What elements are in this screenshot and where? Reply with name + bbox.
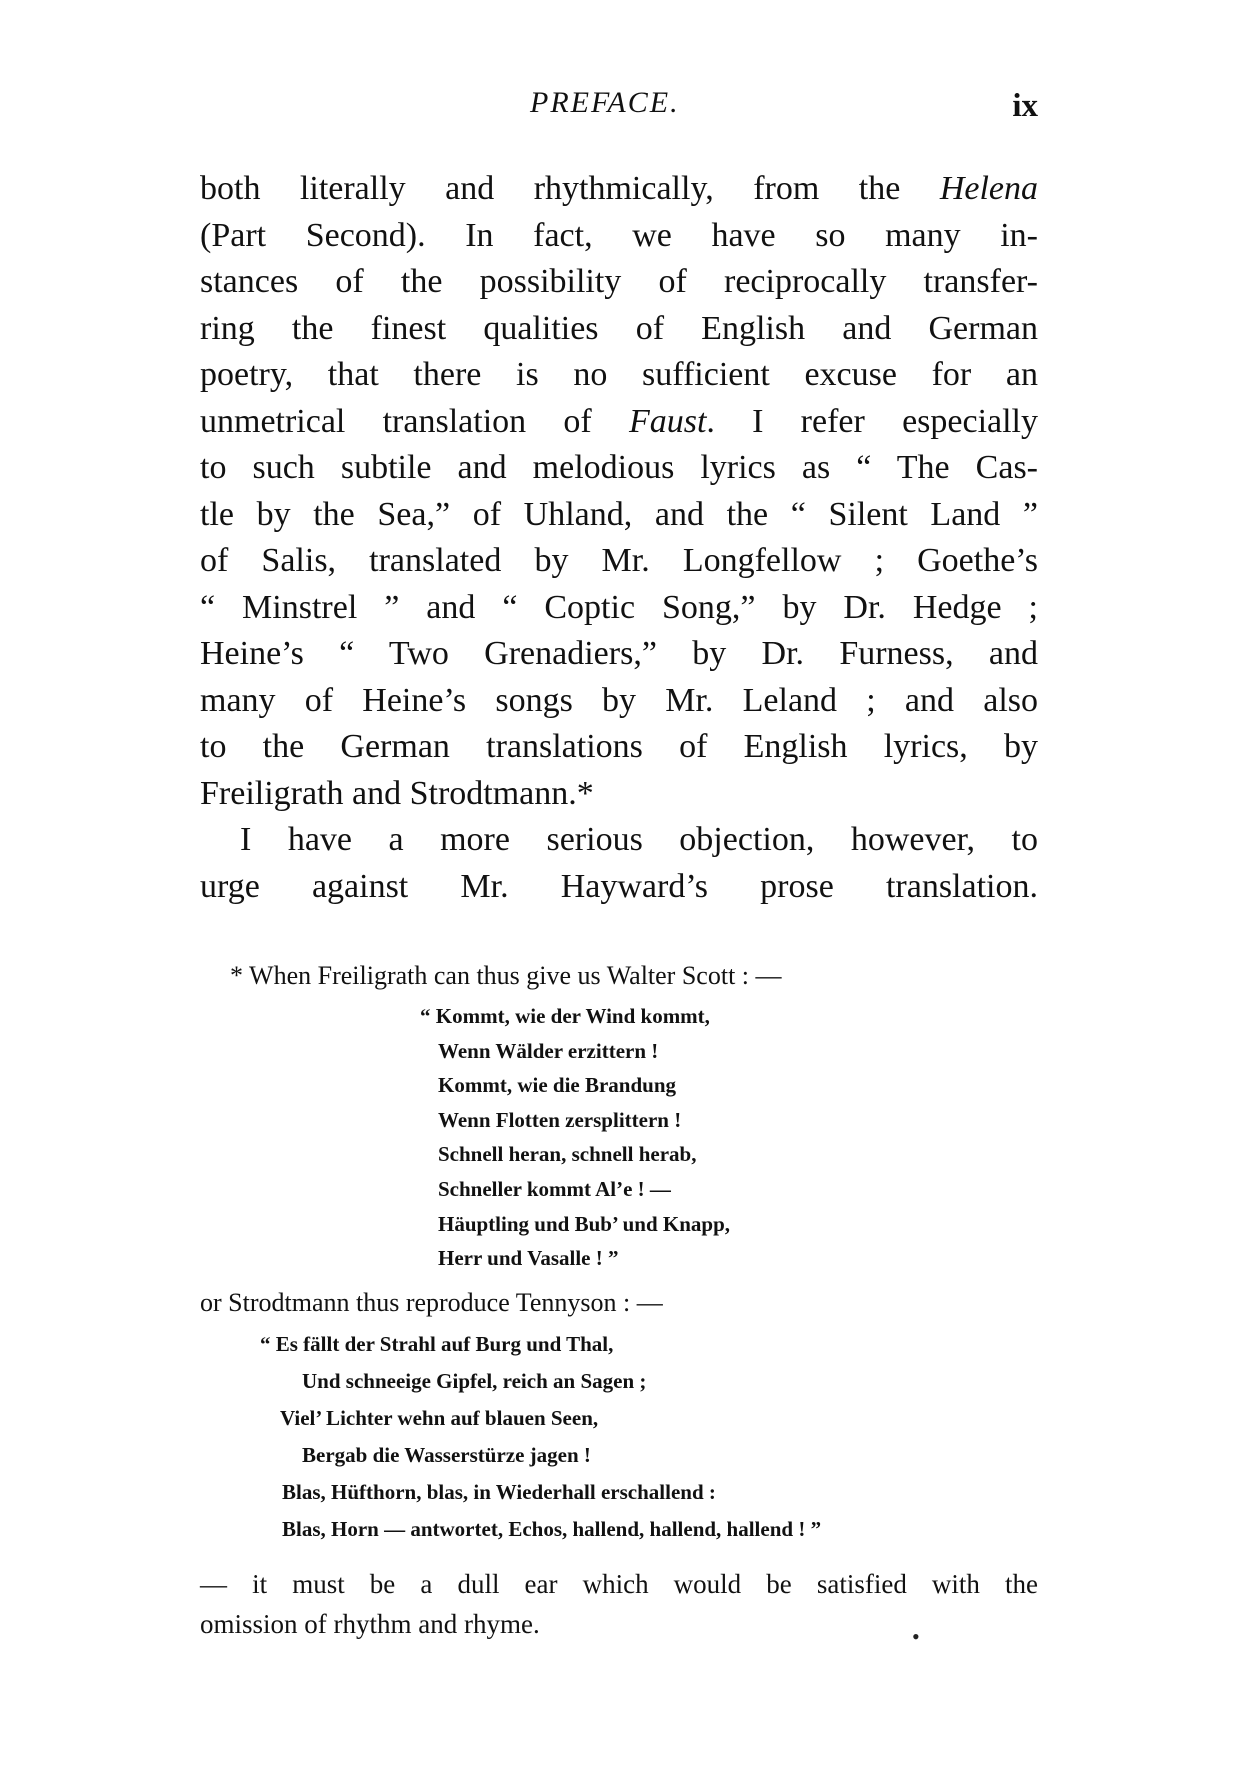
poem-line: Blas, Horn — antwortet, Echos, hallend, hallend, hallend ! ” bbox=[282, 1516, 822, 1541]
poem-line: Wenn Flotten zersplittern ! bbox=[438, 1107, 682, 1132]
main-text bbox=[200, 166, 1038, 910]
body-line: many of Heine’s songs by Mr. Leland ; and also bbox=[200, 681, 1038, 719]
body-line: both literally and rhythmically, from the Helena bbox=[200, 170, 1038, 207]
body-line: urge against Mr. Hayward’s prose translation. bbox=[200, 867, 1038, 905]
poem-line: Kommt, wie die Brandung bbox=[438, 1073, 677, 1098]
body-line: unmetrical translation of Faust. I refer especially bbox=[200, 402, 1038, 440]
page-number: ix bbox=[1012, 88, 1038, 124]
body-line: Freiligrath and Strodtmann.* bbox=[200, 774, 594, 812]
footnote-closing: — it must be a dull ear which would be satisfied with the bbox=[200, 1568, 1038, 1599]
body-line: to such subtile and melodious lyrics as “ The Cas- bbox=[200, 449, 1038, 486]
body-line: to the German translations of English lyrics, by bbox=[200, 728, 1038, 765]
body-line: “ Minstrel ” and “ Coptic Song,” by Dr. Hedge ; bbox=[200, 588, 1038, 626]
poem-line: Bergab die Wasserstürze jagen ! bbox=[302, 1442, 591, 1467]
poem-line: Wenn Wälder erzittern ! bbox=[438, 1038, 659, 1063]
page-header bbox=[200, 86, 1038, 126]
poem-line: Und schneeige Gipfel, reich an Sagen ; bbox=[302, 1368, 647, 1393]
poem-line: Schneller kommt Al’e ! — bbox=[438, 1176, 671, 1201]
poem-line: Blas, Hüfthorn, blas, in Wiederhall erschallend : bbox=[282, 1479, 716, 1504]
poem-line: “ Kommt, wie der Wind kommt, bbox=[420, 1004, 710, 1028]
body-line: stances of the possibility of reciprocally transfer- bbox=[200, 263, 1038, 300]
body-line: I have a more serious objection, however, to bbox=[240, 821, 1038, 858]
poem-line: “ Es fällt der Strahl auf Burg und Thal, bbox=[260, 1331, 614, 1356]
footnote-intro: * When Freiligrath can thus give us Walter Scott : — bbox=[230, 961, 782, 990]
body-line: ring the finest qualities of English and German bbox=[200, 309, 1038, 347]
poem-scott bbox=[200, 999, 1038, 1276]
title-italic: Helena bbox=[939, 170, 1038, 207]
running-title: PREFACE. bbox=[530, 86, 680, 119]
poem-line: Herr und Vasalle ! ” bbox=[438, 1246, 619, 1271]
footnote-closing: omission of rhythm and rhyme. bbox=[200, 1608, 540, 1639]
body-line: poetry, that there is no sufficient excuse for an bbox=[200, 356, 1038, 393]
footnote bbox=[200, 957, 1038, 1644]
poem-tennyson bbox=[200, 1326, 1038, 1548]
body-line: of Salis, translated by Mr. Longfellow ; Goethe’s bbox=[200, 542, 1038, 579]
body-line: Heine’s “ Two Grenadiers,” by Dr. Furness, and bbox=[200, 635, 1038, 672]
body-line: tle by the Sea,” of Uhland, and the “ Silent Land ” bbox=[200, 495, 1038, 533]
poem-line: Viel’ Lichter wehn auf blauen Seen, bbox=[280, 1405, 599, 1430]
title-italic: Faust bbox=[628, 402, 707, 440]
body-line: (Part Second). In fact, we have so many in- bbox=[200, 216, 1038, 254]
poem-line: Häuptling und Bub’ und Knapp, bbox=[438, 1211, 731, 1236]
poem-line: Schnell heran, schnell herab, bbox=[438, 1142, 697, 1167]
footnote-transition: or Strodtmann thus reproduce Tennyson : — bbox=[200, 1287, 663, 1317]
stray-mark: • bbox=[912, 1624, 920, 1649]
